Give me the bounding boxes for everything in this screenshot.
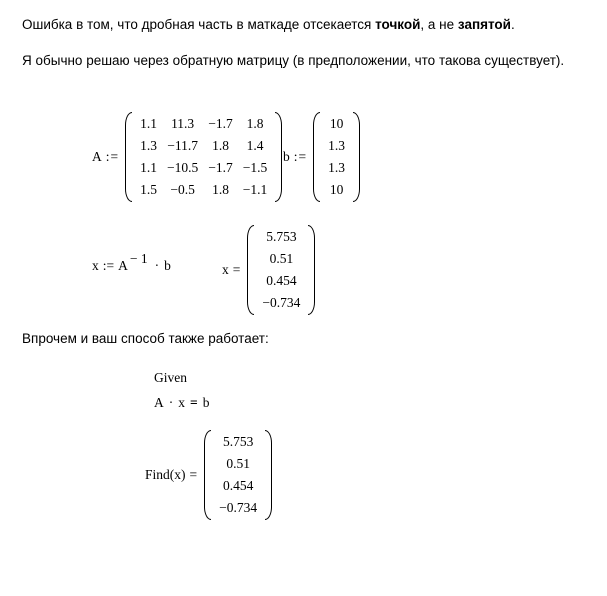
matrix-cell: 1.1	[140, 116, 157, 131]
matrix-a	[125, 112, 282, 202]
vector-b-name: b	[283, 149, 290, 164]
vector-cell: 10	[329, 182, 344, 197]
matrix-cell: −1.1	[242, 182, 268, 197]
vector-cell: 0.454	[222, 478, 254, 493]
right-paren	[275, 112, 282, 202]
matrix-a-cells	[132, 112, 275, 202]
constraint-equation	[154, 395, 209, 411]
vector-b	[313, 112, 360, 202]
matrix-cell: −0.5	[170, 182, 195, 197]
matrix-cell: 1.8	[212, 138, 229, 153]
right-paren	[353, 112, 360, 202]
vector-cell: 1.3	[328, 160, 345, 175]
multiply-dot: ·	[168, 395, 174, 410]
exponent-minus-one: − 1	[129, 251, 148, 266]
matrix-cell: 1.1	[140, 160, 157, 175]
vector-cell: 0.51	[226, 456, 250, 471]
find-label: Find(x)	[145, 467, 186, 482]
text-run: .	[510, 17, 515, 32]
matrix-cell: 1.3	[140, 138, 157, 153]
text-run: Ошибка в том, что дробная часть в маткаде отсекается	[22, 17, 376, 32]
matrix-cell: 1.5	[140, 182, 157, 197]
var-x: x	[178, 395, 185, 410]
vector-cell: 5.753	[266, 229, 297, 244]
result-x-display	[222, 226, 315, 314]
find-result-display	[145, 431, 272, 519]
left-paren	[247, 225, 254, 315]
vector-cell: −0.734	[219, 500, 258, 515]
vector-cell: 5.753	[222, 434, 254, 449]
matrix-cell: −1.5	[242, 160, 268, 175]
text-run: , а не	[420, 17, 458, 32]
equals-operator: =	[189, 467, 199, 482]
result-x-vector	[247, 225, 315, 315]
matrix-cell: −10.5	[167, 160, 199, 175]
left-paren	[204, 430, 211, 520]
left-paren	[313, 112, 320, 202]
vector-cell: −0.734	[262, 295, 301, 310]
vector-cell: 0.454	[266, 273, 297, 288]
given-keyword: Given	[154, 370, 187, 385]
find-result-vector	[204, 430, 272, 520]
matrix-cell: 1.8	[212, 182, 229, 197]
right-paren	[265, 430, 272, 520]
paragraph-alt-method: Впрочем и ваш способ также работает:	[22, 331, 269, 346]
result-x-cells	[254, 225, 308, 315]
bold-equals-operator: =	[190, 395, 198, 410]
matrix-cell: −1.7	[208, 160, 233, 175]
matrix-cell: −1.7	[208, 116, 233, 131]
matrix-a-name: A	[92, 149, 102, 164]
matrix-cell: −11.7	[167, 138, 198, 153]
var-a: A	[154, 395, 164, 410]
multiply-dot: ·	[154, 258, 160, 273]
equals-operator: =	[232, 262, 242, 277]
var-b: b	[202, 395, 210, 410]
matrix-cell: 1.8	[246, 116, 264, 131]
right-paren	[308, 225, 315, 315]
vector-cell: 1.3	[328, 138, 345, 153]
bold-word-zapyatoy: запятой	[457, 17, 511, 32]
matrix-cell: 11.3	[171, 116, 195, 131]
paragraph-method-note: Я обычно решаю через обратную матрицу (в предположении, что такова существует).	[22, 53, 565, 68]
var-b: b	[164, 258, 171, 273]
inverse-expression	[92, 251, 171, 274]
var-x: x	[92, 258, 99, 273]
var-a: A	[118, 258, 128, 273]
assign-operator: :=	[293, 149, 308, 164]
matrix-a-definition	[92, 112, 282, 202]
paragraph-error-note	[22, 17, 515, 32]
vector-cell: 0.51	[269, 251, 294, 266]
assign-operator: :=	[105, 149, 120, 164]
vector-b-definition	[283, 112, 360, 202]
bold-word-tochkoy: точкой	[375, 17, 421, 32]
assign-operator: :=	[102, 258, 115, 273]
left-paren	[125, 112, 132, 202]
matrix-cell: 1.4	[246, 138, 264, 153]
var-x: x	[222, 262, 229, 277]
vector-cell: 10	[329, 116, 344, 131]
vector-b-cells	[320, 112, 353, 202]
find-result-cells	[211, 430, 265, 520]
